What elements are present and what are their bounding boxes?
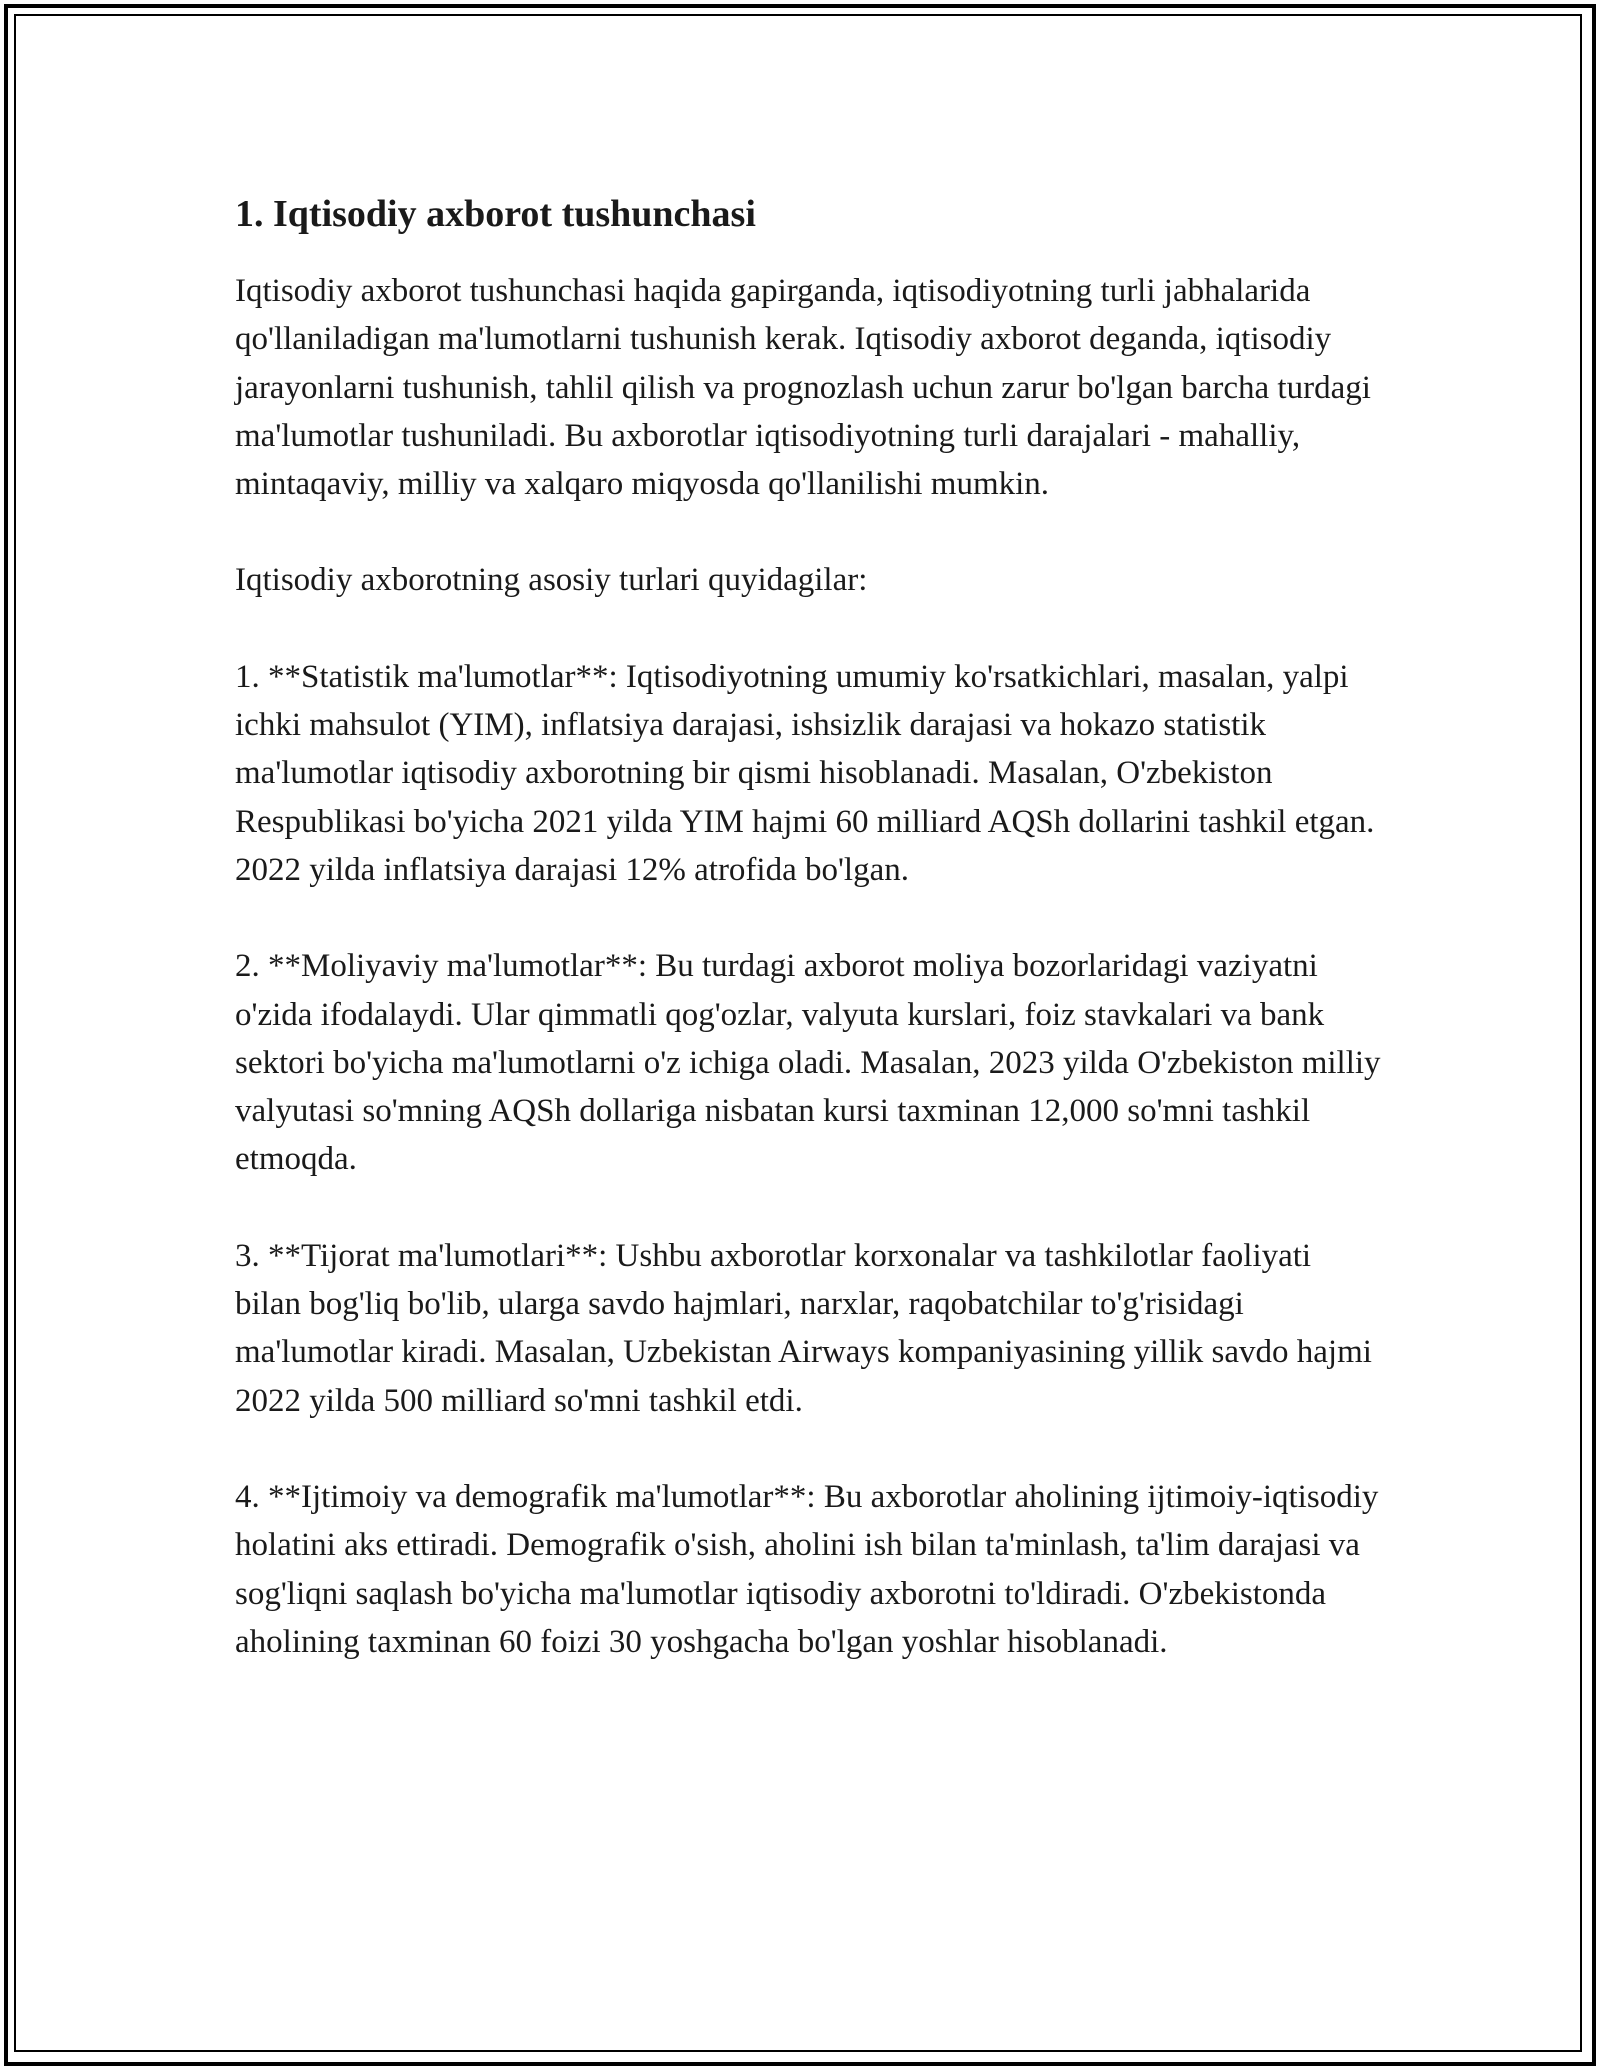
intro-paragraph: Iqtisodiy axborot tushunchasi haqida gapirganda, iqtisodiyotning turli jabhalarida qo'llaniladigan ma'lumotlarni tushunish kerak. Iqtisodiy axborot deganda, iqtisodiy jarayonlarni tushunish, tahlil qilish va prognozlash uchun zarur bo'lgan barcha turdagi ma'lumotlar tushuniladi. Bu axborotlar iqtisodiyotning turli darajalari - mahalliy, mintaqaviy, milliy va xalqaro miqyosda qo'llanilishi mumkin. (235, 273, 1371, 503)
social-demographic-data-paragraph: 4. **Ijtimoiy va demografik ma'lumotlar**: Bu axborotlar aholining ijtimoiy-iqtisodiy holatini aks ettiradi. Demografik o'sish, aholini ish bilan ta'minlash, ta'lim darajasi va sog'liqni saqlash bo'yicha ma'lumotlar iqtisodiy axborotni to'ldiradi. O'zbekistonda aholining taxminan 60 foizi 30 yoshgacha bo'lgan yoshlar hisoblanadi. (235, 1478, 1379, 1660)
section-heading: 1. Iqtisodiy axborot tushunchasi (235, 193, 756, 235)
types-intro-paragraph: Iqtisodiy axborotning asosiy turlari quyidagilar: (235, 562, 868, 599)
financial-data-paragraph: 2. **Moliyaviy ma'lumotlar**: Bu turdagi axborot moliya bozorlaridagi vaziyatni o'zida ifodalaydi. Ular qimmatli qog'ozlar, valyuta kurslari, foiz stavkalari va bank sektori bo'yicha ma'lumotlarni o'z ichiga oladi. Masalan, 2023 yilda O'zbekiston milliy valyutasi so'mning AQSh dollariga nisbatan kursi taxminan 12,000 so'mni tashkil etmoqda. (235, 948, 1381, 1178)
document-body (235, 185, 1385, 1714)
commercial-data-paragraph: 3. **Tijorat ma'lumotlari**: Ushbu axborotlar korxonalar va tashkilotlar faoliyati bilan bog'liq bo'lib, ularga savdo hajmlari, narxlar, raqobatchilar to'g'risidagi ma'lumotlar kiradi. Masalan, Uzbekistan Airways kompaniyasining yillik savdo hajmi 2022 yilda 500 milliard so'mni tashkil etdi. (235, 1237, 1372, 1419)
statistical-data-paragraph: 1. **Statistik ma'lumotlar**: Iqtisodiyotning umumiy ko'rsatkichlari, masalan, yalpi ichki mahsulot (YIM), inflatsiya darajasi, ishsizlik darajasi va hokazo statistik ma'lumotlar iqtisodiy axborotning bir qismi hisoblanadi. Masalan, O'zbekiston Respublikasi bo'yicha 2021 yilda YIM hajmi 60 milliard AQSh dollarini tashkil etgan. 2022 yilda inflatsiya darajasi 12% atrofida bo'lgan. (235, 658, 1375, 888)
